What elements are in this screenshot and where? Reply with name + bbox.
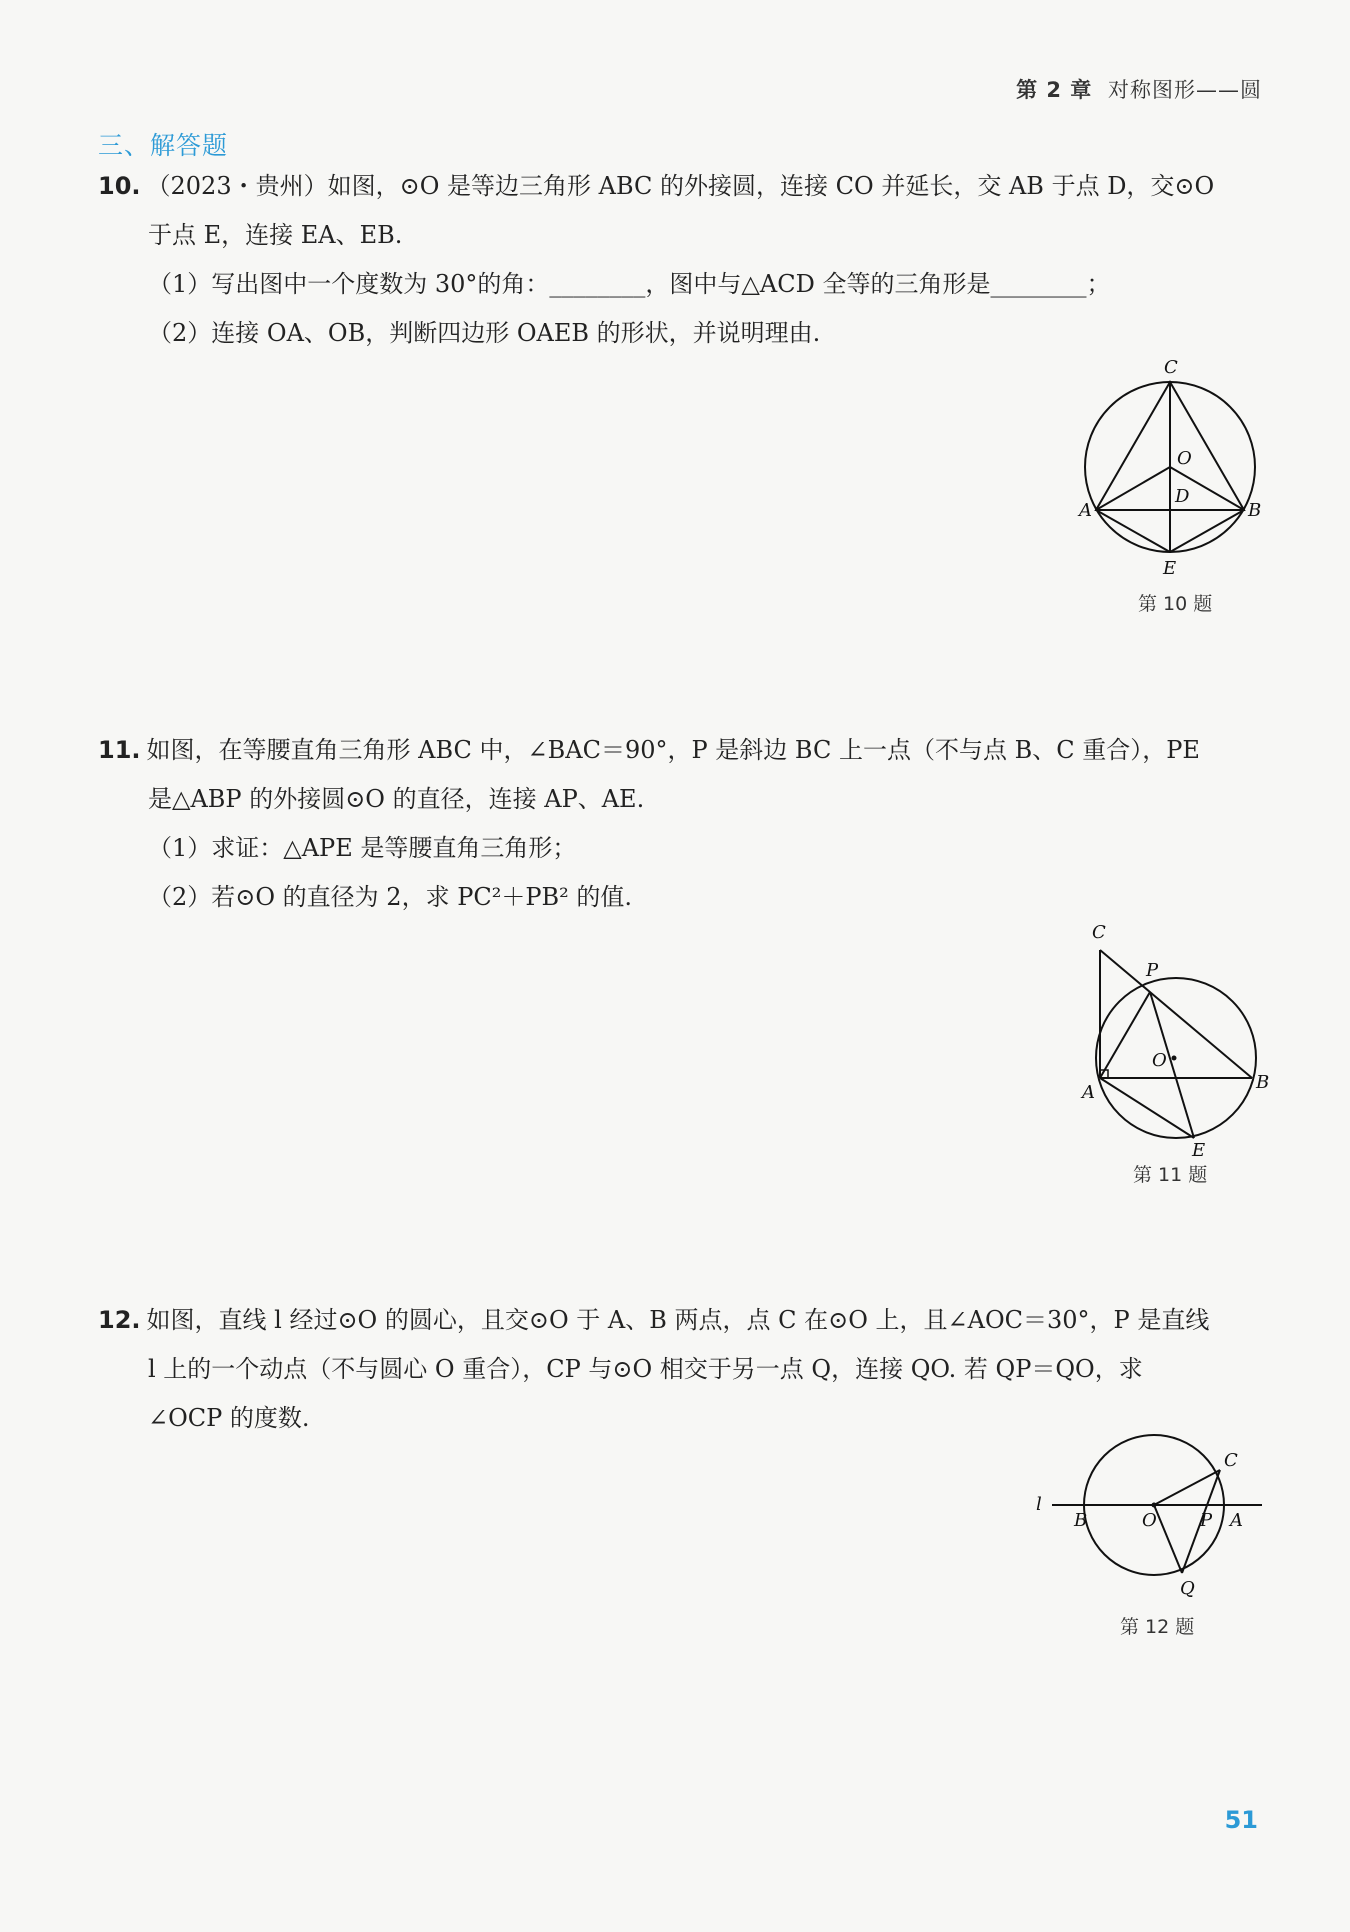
problem-number: 12.: [98, 1306, 141, 1334]
figure-10: [1075, 352, 1265, 582]
problem-12-line-3: ∠OCP 的度数.: [148, 1404, 310, 1432]
problem-10-part-2: （2）连接 OA、OB，判断四边形 OAEB 的形状，并说明理由.: [148, 319, 821, 347]
problem-11-part-1: （1）求证：△APE 是等腰直角三角形；: [148, 834, 577, 862]
label-b: B: [1256, 1072, 1270, 1093]
figure-12: [1030, 1430, 1270, 1600]
label-c: C: [1224, 1450, 1238, 1471]
figure-11: [1080, 918, 1270, 1158]
label-e: E: [1163, 558, 1177, 579]
segment-ea: [1096, 510, 1170, 552]
label-p: P: [1200, 1510, 1213, 1531]
center-dot: [1172, 1056, 1177, 1061]
figure-12-caption: 第 12 题: [1120, 1616, 1195, 1638]
problem-11: [98, 726, 1268, 922]
segment-oc: [1154, 1470, 1220, 1505]
segment-oa: [1096, 467, 1170, 510]
label-c: C: [1092, 922, 1106, 943]
chapter-header: [1016, 74, 1262, 104]
label-o: O: [1142, 1510, 1157, 1531]
segment-eb: [1170, 510, 1244, 552]
problem-10: [98, 162, 1268, 358]
problem-11-line-1: 11. 如图，在等腰直角三角形 ABC 中，∠BAC＝90°，P 是斜边 BC 上一点（不与点 B、C 重合），PE: [98, 736, 1200, 764]
label-q: Q: [1180, 1578, 1195, 1599]
label-a: A: [1079, 500, 1092, 521]
chapter-title: 对称图形——圆: [1108, 78, 1262, 102]
label-p: P: [1146, 960, 1159, 981]
figure-10-caption: 第 10 题: [1138, 593, 1213, 615]
label-a: A: [1230, 1510, 1243, 1531]
problem-11-line-2: 是△ABP 的外接圆⊙O 的直径，连接 AP、AE.: [148, 785, 645, 813]
center-dot: [1152, 1503, 1157, 1508]
label-b: B: [1074, 1510, 1088, 1531]
label-b: B: [1248, 500, 1262, 521]
section-title: 三、解答题: [98, 131, 229, 160]
problem-number: 10.: [98, 172, 141, 200]
label-e: E: [1192, 1140, 1206, 1158]
segment-oq: [1154, 1505, 1182, 1573]
label-a: A: [1082, 1082, 1095, 1103]
chapter-number: 第 2 章: [1016, 78, 1093, 102]
label-l: l: [1036, 1494, 1042, 1515]
problem-11-part-2: （2）若⊙O 的直径为 2，求 PC²＋PB² 的值.: [148, 883, 633, 911]
label-d: D: [1175, 486, 1190, 507]
label-o: O: [1152, 1050, 1167, 1071]
label-o: O: [1177, 448, 1192, 469]
figure-11-caption: 第 11 题: [1133, 1164, 1208, 1186]
label-c: C: [1164, 357, 1178, 378]
page-number: 51: [1224, 1806, 1258, 1834]
problem-10-part-1: （1）写出图中一个度数为 30°的角：________，图中与△ACD 全等的三角形是________；: [148, 270, 1111, 298]
segment-ap: [1100, 992, 1150, 1078]
problem-12-line-2: l 上的一个动点（不与圆心 O 重合），CP 与⊙O 相交于另一点 Q，连接 QO. 若 QP＝QO，求: [148, 1355, 1143, 1383]
problem-12: [98, 1296, 1268, 1443]
problem-12-line-1: 12. 如图，直线 l 经过⊙O 的圆心，且交⊙O 于 A、B 两点，点 C 在⊙O 上，且∠AOC＝30°，P 是直线: [98, 1306, 1210, 1334]
problem-10-line-1: 10. （2023・贵州）如图，⊙O 是等边三角形 ABC 的外接圆，连接 CO 并延长，交 AB 于点 D，交⊙O: [98, 172, 1215, 200]
problem-10-line-2: 于点 E，连接 EA、EB.: [148, 221, 403, 249]
problem-number: 11.: [98, 736, 141, 764]
